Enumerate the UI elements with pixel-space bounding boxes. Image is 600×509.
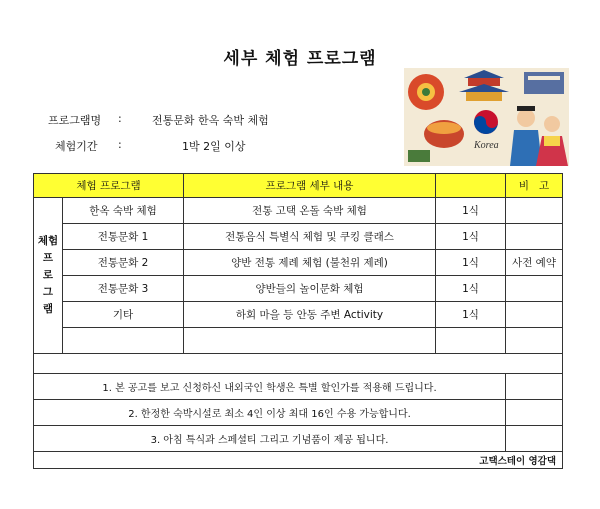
header-program: 체험 프로그램: [34, 174, 184, 198]
header-detail: 프로그램 세부 내용: [184, 174, 436, 198]
period-colon: :: [118, 138, 122, 151]
period-value: 1박 2일 이상: [182, 140, 246, 153]
detail-cell: 전통 고택 온돌 숙박 체험: [184, 198, 436, 224]
table-row: [34, 276, 563, 302]
program-name-colon: :: [118, 112, 122, 125]
detail-cell: 양반 전통 제례 체험 (불천위 제례): [184, 250, 436, 276]
note-cell: [506, 276, 563, 302]
spacer-cell: [34, 354, 563, 374]
notice-row: [34, 374, 563, 400]
detail-cell: 양반들의 놀이문화 체험: [184, 276, 436, 302]
detail-cell: 하회 마을 등 안동 주변 Activity: [184, 302, 436, 328]
period-label: 체험기간: [55, 140, 98, 153]
period-row: [55, 138, 246, 154]
notice-3: 3. 아침 특식과 스페셜티 그리고 기념품이 제공 됩니다.: [34, 426, 506, 452]
header-qty: [436, 174, 506, 198]
notice-row: [34, 400, 563, 426]
program-name-label: 프로그램명: [48, 114, 102, 127]
program-cell: 전통문화 2: [63, 250, 184, 276]
notice-row: [34, 426, 563, 452]
program-cell: 한옥 숙박 체험: [63, 198, 184, 224]
note-cell: [506, 224, 563, 250]
remark-cell: 사전 예약: [506, 250, 563, 276]
program-cell: [63, 328, 184, 354]
illustration-caption: Korea: [474, 140, 499, 151]
page-title: 세부 체험 프로그램: [223, 49, 377, 69]
detail-cell: 전통음식 특별식 체험 및 쿠킹 클래스: [184, 224, 436, 250]
qty-cell: 1식: [436, 250, 506, 276]
spacer-row: [34, 354, 563, 374]
note-cell: [506, 198, 563, 224]
qty-cell: 1식: [436, 276, 506, 302]
footer-row: [34, 452, 563, 469]
table-row: [34, 250, 563, 276]
qty-cell: [436, 328, 506, 354]
program-table: [33, 173, 563, 469]
footer-text: 고택스테이 영감댁: [34, 452, 563, 469]
note-cell: [506, 302, 563, 328]
korea-culture-illustration: [404, 68, 569, 166]
detail-cell: [184, 328, 436, 354]
qty-cell: 1식: [436, 198, 506, 224]
program-cell: 기타: [63, 302, 184, 328]
note-cell: [506, 328, 563, 354]
side-label: 체험 프 로 그 램: [34, 198, 63, 354]
table-row: [34, 328, 563, 354]
program-cell: 전통문화 3: [63, 276, 184, 302]
header-note: 비 고: [506, 174, 563, 198]
program-name-row: [48, 112, 269, 128]
table-row: [34, 302, 563, 328]
table-header-row: [34, 174, 563, 198]
table-row: [34, 224, 563, 250]
notice-side-cell: [506, 426, 563, 452]
notice-2: 2. 한정한 숙박시설로 최소 4인 이상 최대 16인 수용 가능합니다.: [34, 400, 506, 426]
notice-side-cell: [506, 400, 563, 426]
program-cell: 전통문화 1: [63, 224, 184, 250]
qty-cell: 1식: [436, 302, 506, 328]
program-name-value: 전통문화 한옥 숙박 체험: [152, 114, 269, 127]
table-row: [34, 198, 563, 224]
qty-cell: 1식: [436, 224, 506, 250]
notice-side-cell: [506, 374, 563, 400]
notice-1: 1. 본 공고를 보고 신청하신 내외국인 학생은 특별 할인가를 적용해 드립니다.: [34, 374, 506, 400]
